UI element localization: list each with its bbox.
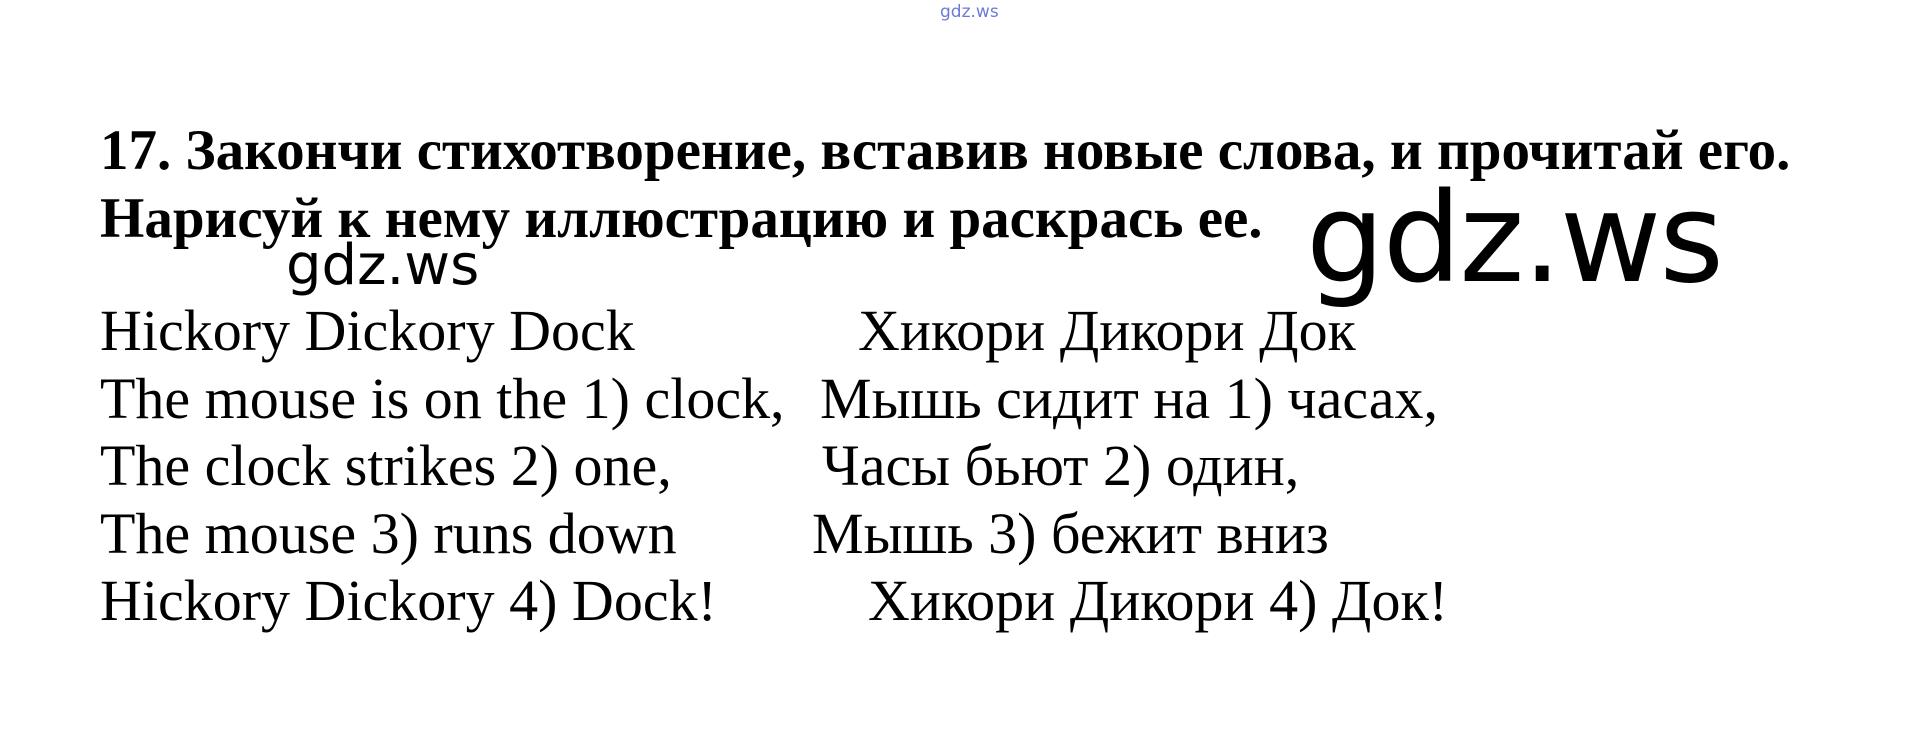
poem-ru-line: Часы бьют 2) один,: [822, 433, 1300, 498]
task-heading-line-2: Нарисуй к нему иллюстрацию и раскрась ее.: [100, 187, 1263, 250]
poem-en-line: Hickory Dickory Dock: [100, 298, 635, 363]
poem-en-line: The mouse 3) runs down: [100, 501, 677, 566]
poem-ru-line: Мышь сидит на 1) часах,: [820, 366, 1439, 431]
poem-en-line: The mouse is on the 1) clock,: [100, 366, 785, 431]
watermark-large: gdz.ws: [1306, 167, 1722, 311]
poem-ru-line: Мышь 3) бежит вниз: [812, 501, 1329, 566]
poem-en-line: The clock strikes 2) one,: [100, 433, 672, 498]
poem-ru-line: Хикори Дикори 4) Док!: [868, 568, 1448, 633]
task-heading-line-1: 17. Закончи стихотворение, вставив новые слова, и прочитай его.: [100, 119, 1791, 182]
poem-en-line: Hickory Dickory 4) Dock!: [100, 568, 717, 633]
watermark-small: gdz.ws: [286, 233, 480, 298]
poem-ru-line: Хикори Дикори Док: [858, 298, 1356, 363]
top-watermark: gdz.ws: [940, 2, 999, 22]
